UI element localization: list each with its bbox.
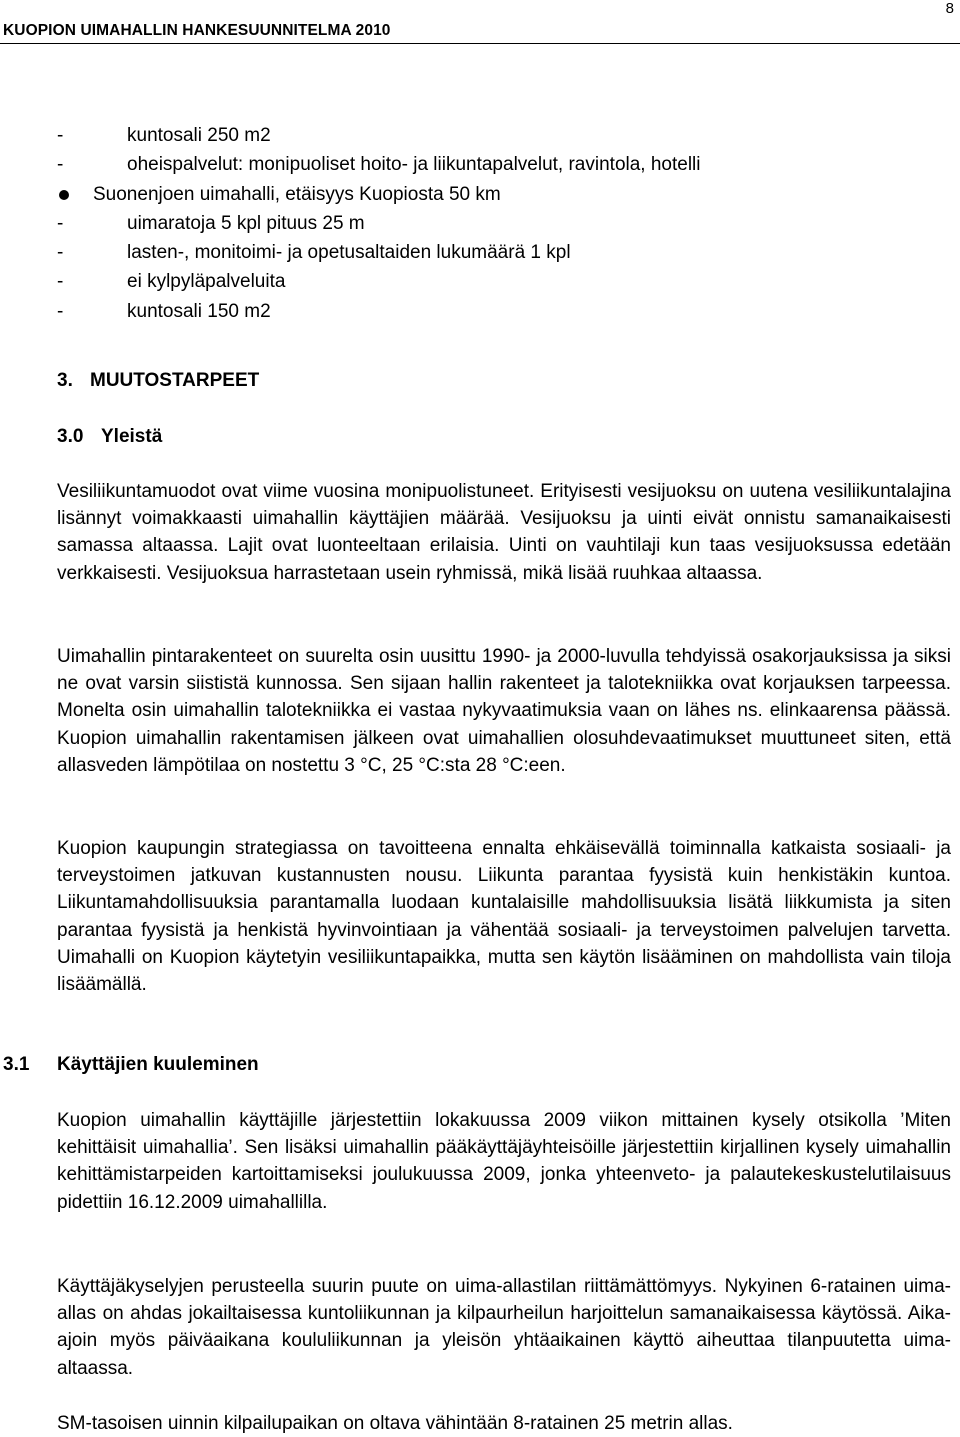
section-title: MUUTOSTARPEET <box>90 370 260 391</box>
section-heading-3-1 <box>3 1054 259 1076</box>
list-item-text: Suonenjoen uimahalli, etäisyys Kuopiosta 50 km <box>93 183 501 205</box>
paragraph-structures: Uimahallin pintarakenteet on suurelta osin uusittu 1990- ja 2000-luvulla tehdyissä osakorjauksissa ja siksi ne ovat varsin siististä kunnossa. Sen sijaan hallin rakenteet ja talotekniikka ovat korjauksen tarpeessa. Monelta osin uimahallin talotekniikka ei vastaa nykyvaatimuksia vaan on lähes ns. elinkaarensa päässä. Kuopion uimahallin rakentamisen jälkeen ovat uimahallien olosuhdevaatimukset muuttuneet siten, että allasveden lämpötilaa on nostettu 3 °C, 25 °C:sta 28 °C:een. <box>57 646 951 776</box>
list-item-text: kuntosali 250 m2 <box>127 125 271 146</box>
paragraph-water-sports: Vesiliikuntamuodot ovat viime vuosina monipuolistuneet. Erityisesti vesijuoksu on uutena vesiliikuntalajina lisännyt voimakkaasti uimahallin käyttäjien määrää. Vesijuoksu ja uinti eivät onnistu samanaikaisesti samassa altaassa. Lajit ovat luonteeltaan erilaisia. Uinti on vauhtilaji kun taas vesijuoksussa edetään verkkaisesti. Vesijuoksua harrastetaan usein ryhmissä, mikä lisää ruuhkaa altaassa. <box>57 481 951 584</box>
list-item-text: kuntosali 150 m2 <box>127 300 271 322</box>
paragraph-competition: SM-tasoisen uinnin kilpailupaikan on oltava vähintään 8-ratainen 25 metrin allas. <box>57 1413 733 1434</box>
document-title: KUOPION UIMAHALLIN HANKESUUNNITELMA 2010 <box>3 22 391 39</box>
dash-marker: - <box>57 271 64 293</box>
section-heading-3-0 <box>57 426 162 448</box>
dash-marker: - <box>57 242 64 264</box>
dash-marker: - <box>57 125 64 146</box>
list-item-text: ei kylpyläpalveluita <box>127 271 286 293</box>
bullet-icon <box>59 190 69 200</box>
section-title: Yleistä <box>101 426 163 447</box>
section-number: 3.1 <box>3 1054 30 1075</box>
paragraph-strategy: Kuopion kaupungin strategiassa on tavoitteena ennalta ehkäisevällä toiminnalla katkaista sosiaali- ja terveystoimen jatkuvan kustannusten nousu. Liikunta parantaa fyysistä kuin henkistäkin kuntoa. Liikuntamahdollisuuksia parantamalla luodaan kuntalaisille mahdollisuuksia lisätä liikkumista ja siten parantaa fyysistä ja henkistä hyvinvointiaan ja vähentää sosiaali- ja terveystoimen palvelujen tarvetta. Uimahalli on Kuopion käytetyin vesiliikuntapaikka, mutta sen käytön lisääminen on mahdollista vain tiloja lisäämällä. <box>57 838 951 996</box>
section-heading-3 <box>57 370 259 392</box>
dash-marker: - <box>57 300 64 322</box>
dash-marker: - <box>57 154 64 176</box>
section-number: 3. <box>57 370 73 391</box>
list-item-text: uimaratoja 5 kpl pituus 25 m <box>127 212 365 234</box>
paragraph-survey: Kuopion uimahallin käyttäjille järjestettiin lokakuussa 2009 viikon mittainen kysely otsikolla ’Miten kehittäisit uimahallia’. Sen lisäksi uimahallin pääkäyttäjäyhteisöille järjestettiin kirjallinen kysely uimahallin kehittämistarpeiden kartoittamiseksi joulukuussa 2009, jonka yhteenveto- ja palautekeskustelutilaisuus pidettiin 16.12.2009 uimahallilla. <box>57 1110 951 1213</box>
page-number: 8 <box>945 0 954 17</box>
dash-marker: - <box>57 212 64 234</box>
list-item-text: lasten-, monitoimi- ja opetusaltaiden lukumäärä 1 kpl <box>127 242 571 264</box>
header-divider <box>0 43 960 44</box>
list-item-text: oheispalvelut: monipuoliset hoito- ja liikuntapalvelut, ravintola, hotelli <box>127 154 701 176</box>
section-number: 3.0 <box>57 426 84 447</box>
paragraph-survey-results: Käyttäjäkyselyjen perusteella suurin puute on uima-allastilan riittämättömyys. Nykyinen 6-ratainen uima-allas on ahdas jokailtaisessa kuntoliikunnan ja kilpaurheilun harjoittelun samanaikaisessa käytössä. Aika-ajoin myös päiväaikana koululiikunnan ja yleisön yhtäaikainen käyttö aiheuttaa tilanpuutetta uima-altaassa. <box>57 1276 951 1379</box>
section-title: Käyttäjien kuuleminen <box>57 1054 259 1075</box>
